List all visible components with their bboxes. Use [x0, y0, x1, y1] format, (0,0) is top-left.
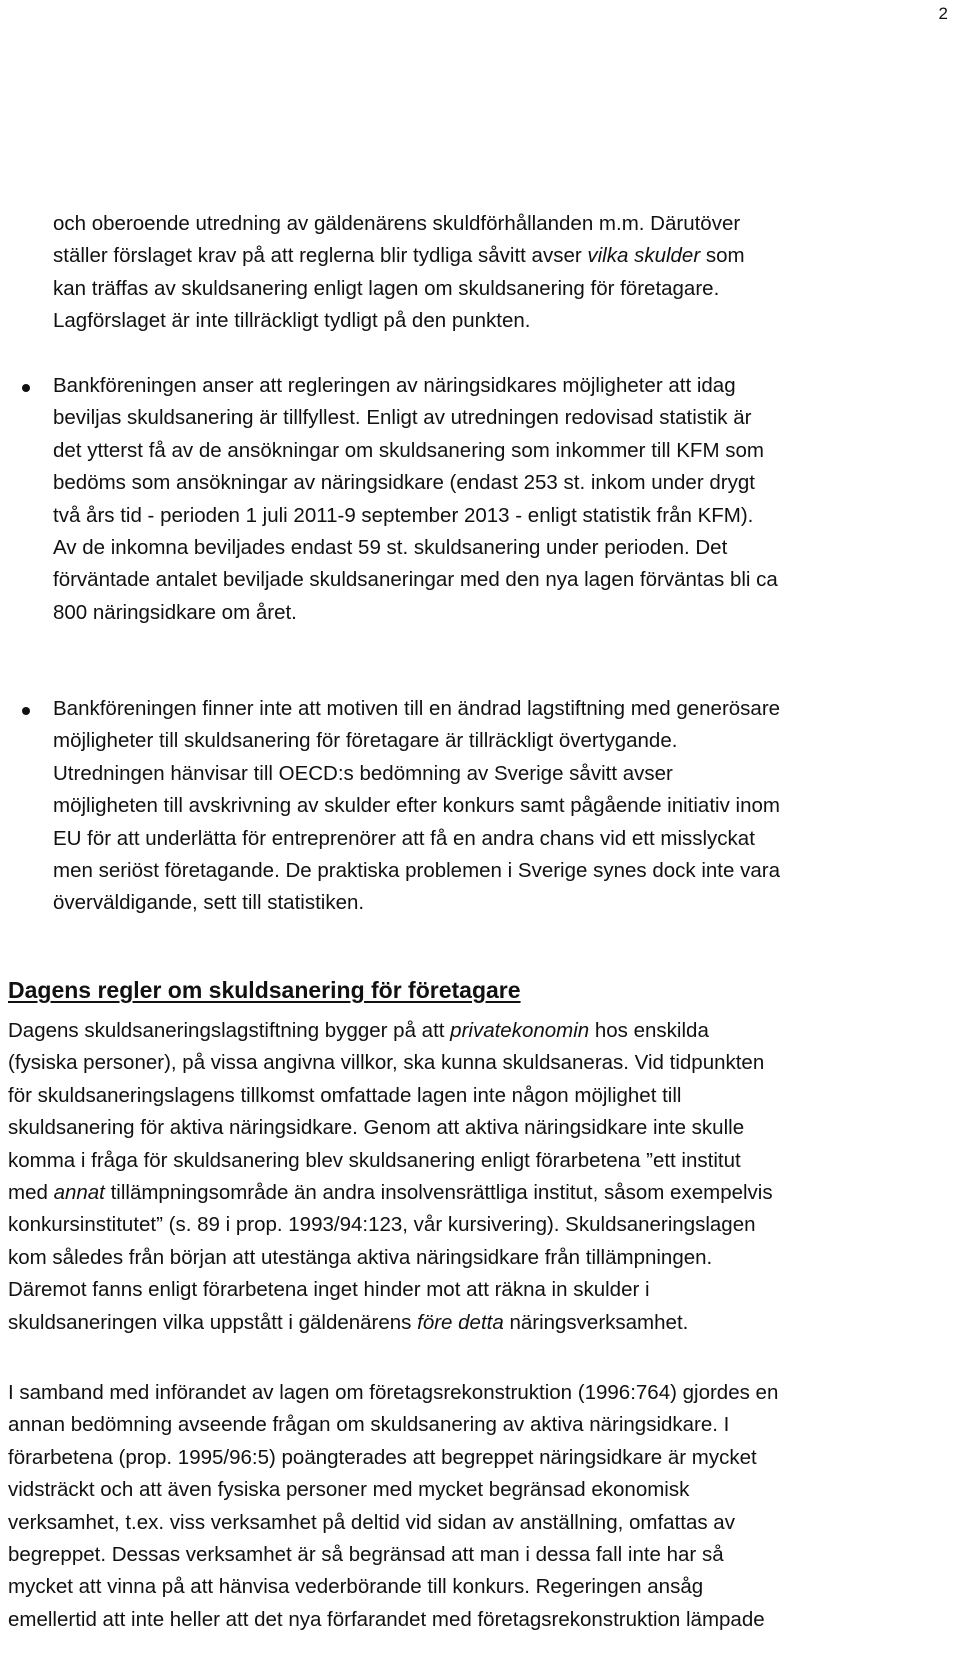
- text-line: verksamhet, t.ex. viss verksamhet på deltid vid sidan av anställning, omfattas av: [8, 1510, 735, 1534]
- text-line: [8, 1177, 773, 1209]
- text-line: möjligheten till avskrivning av skulder efter konkurs samt pågående initiativ inom: [53, 794, 780, 818]
- italic-text: före detta: [417, 1310, 504, 1334]
- bullet-icon: [22, 707, 30, 715]
- text-run: hos enskilda: [589, 1019, 709, 1042]
- italic-text: privatekonomin: [450, 1019, 590, 1042]
- text-line: Bankföreningen finner inte att motiven till en ändrad lagstiftning med generösare: [53, 697, 781, 720]
- text-line: [8, 1015, 773, 1047]
- text-line: skuldsanering för aktiva näringsidkare. Genom att aktiva näringsidkare inte skulle: [8, 1116, 745, 1140]
- section-heading: Dagens regler om skuldsanering för företagare: [8, 977, 521, 1003]
- text-line: begreppet. Dessas verksamhet är så begränsad att man i dessa fall inte har så: [8, 1543, 724, 1567]
- text-line: två års tid - perioden 1 juli 2011-9 september 2013 - enligt statistik från KFM).: [53, 503, 754, 527]
- text-line: kom således från början att utestänga aktiva näringsidkare från tillämpningen.: [8, 1245, 713, 1269]
- text-line: annan bedömning avseende frågan om skuldsanering av aktiva näringsidkare. I: [8, 1413, 730, 1437]
- text-line: (fysiska personer), på vissa angivna villkor, ska kunna skuldsaneras. Vid tidpunkten: [8, 1051, 765, 1075]
- text-run: som: [700, 244, 745, 268]
- reconstruction-paragraph: [8, 1377, 778, 1636]
- italic-text: annat: [53, 1181, 105, 1205]
- continuation-paragraph: [53, 208, 745, 338]
- text-line: [8, 1307, 773, 1339]
- text-line: det ytterst få av de ansökningar om skuldsanering som inkommer till KFM som: [53, 438, 764, 462]
- text-line: Lagförslaget är inte tillräckligt tydligt på den punkten.: [53, 309, 531, 333]
- text-line: 800 näringsidkare om året.: [53, 600, 297, 624]
- text-line: Däremot fanns enligt förarbetena inget hinder mot att räkna in skulder i: [8, 1278, 650, 1302]
- text-line: EU för att underlätta för entreprenörer att få en andra chans vid ett misslyckat: [53, 826, 755, 850]
- bullet-icon: [22, 384, 30, 392]
- bullet-paragraph-statistics: [53, 370, 778, 629]
- text-line: överväldigande, sett till statistiken.: [53, 891, 365, 915]
- bullet-paragraph-motives: [53, 693, 780, 920]
- italic-text: vilka skulder: [587, 244, 701, 268]
- text-line: men seriöst företagande. De praktiska problemen i Sverige synes dock inte vara: [53, 859, 780, 883]
- text-line: och oberoende utredning av gäldenärens skuldförhållanden m.m. Därutöver: [53, 212, 741, 235]
- page-number: 2: [938, 4, 948, 23]
- current-rules-paragraph: [8, 1015, 773, 1339]
- text-line: Av de inkomna beviljades endast 59 st. skuldsanering under perioden. Det: [53, 536, 728, 560]
- text-run: skuldsaneringen vilka uppstått i gäldenärens: [8, 1310, 418, 1334]
- text-line: mycket att vinna på att hänvisa vederbörande till konkurs. Regeringen ansåg: [8, 1575, 704, 1599]
- text-line: förväntade antalet beviljade skuldsaneringar med den nya lagen förväntas bli ca: [53, 568, 778, 592]
- text-line: emellertid att inte heller att det nya förfarandet med företagsrekonstruktion lämpade: [8, 1607, 765, 1631]
- text-line: [53, 240, 745, 272]
- text-line: konkursinstitutet” (s. 89 i prop. 1993/94:123, vår kursivering). Skuldsaneringslagen: [8, 1213, 756, 1237]
- text-run: med: [8, 1181, 54, 1205]
- text-run: tillämpningsområde än andra insolvensrättliga institut, såsom exempelvis: [104, 1181, 773, 1205]
- text-line: vidsträckt och att även fysiska personer med mycket begränsad ekonomisk: [8, 1478, 690, 1502]
- text-run: Dagens skuldsaneringslagstiftning bygger på att: [8, 1019, 451, 1042]
- text-line: I samband med införandet av lagen om företagsrekonstruktion (1996:764) gjordes en: [8, 1381, 779, 1404]
- text-run: näringsverksamhet.: [503, 1310, 689, 1334]
- text-run: ställer förslaget krav på att reglerna blir tydliga såvitt avser: [53, 244, 588, 268]
- text-line: kan träffas av skuldsanering enligt lagen om skuldsanering för företagare.: [53, 276, 720, 300]
- text-line: Bankföreningen anser att regleringen av näringsidkares möjligheter att idag: [53, 374, 736, 397]
- text-line: för skuldsaneringslagens tillkomst omfattade lagen inte någon möjlighet till: [8, 1083, 682, 1107]
- text-line: komma i fråga för skuldsanering blev skuldsanering enligt förarbetena ”ett institut: [8, 1148, 741, 1172]
- text-line: Utredningen hänvisar till OECD:s bedömning av Sverige såvitt avser: [53, 761, 673, 785]
- text-line: beviljas skuldsanering är tillfyllest. Enligt av utredningen redovisad statistik är: [53, 406, 752, 430]
- text-line: möjligheter till skuldsanering för företagare är tillräckligt övertygande.: [53, 729, 678, 753]
- text-line: bedöms som ansökningar av näringsidkare (endast 253 st. inkom under drygt: [53, 471, 755, 495]
- text-line: förarbetena (prop. 1995/96:5) poängterades att begreppet näringsidkare är mycket: [8, 1445, 757, 1469]
